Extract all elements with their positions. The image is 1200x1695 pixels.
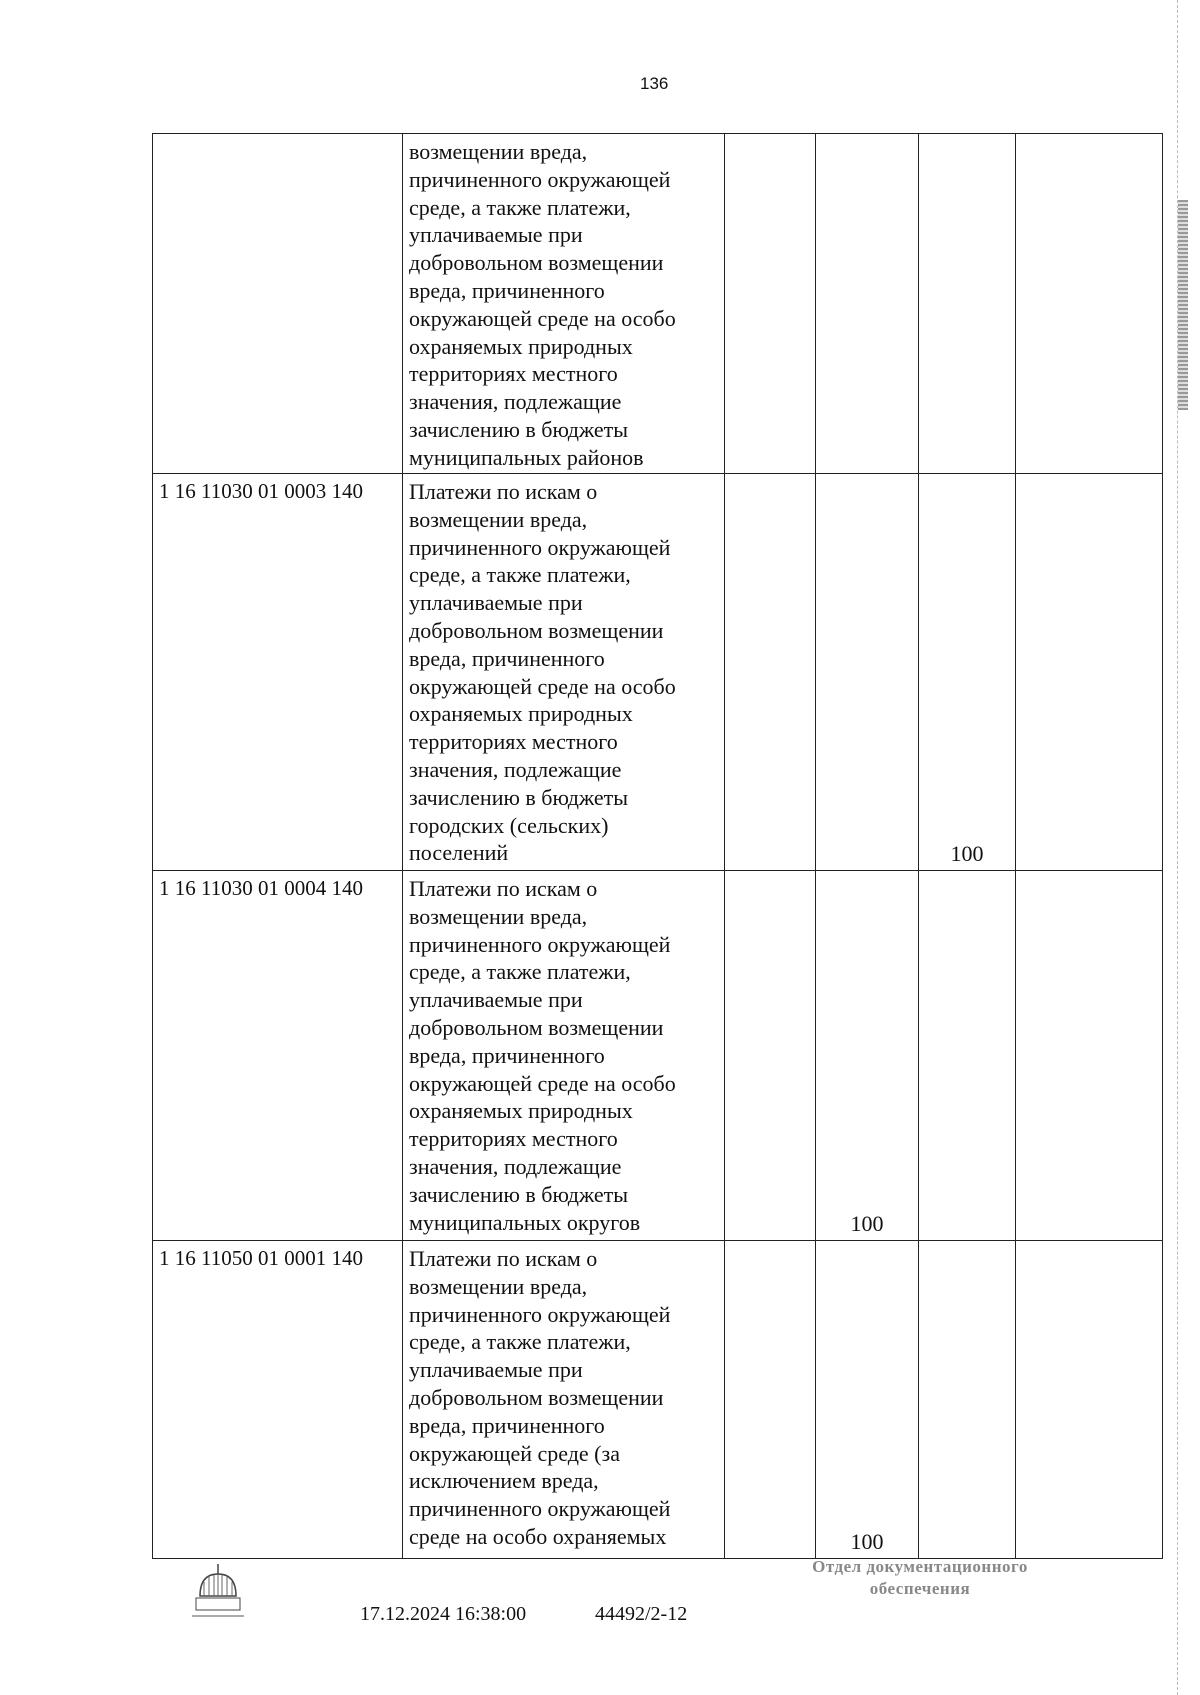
- name-cell: Платежи по искам о возмещении вреда, причиненного окружающей среде, а также платежи, уплачиваемые при добровольном возмещении вреда, причиненного окружающей среде на особо охраняемых природных территориях местного значения, подлежащие зачислению в бюджеты муниципальных округов: [403, 871, 725, 1241]
- value-cell: 100: [816, 871, 919, 1241]
- footer-doc-number: 44492/2-12: [595, 1603, 688, 1625]
- value-cell: 100: [919, 474, 1016, 871]
- table-row: [153, 871, 1163, 1241]
- footer-date: 17.12.2024 16:38:00: [360, 1603, 527, 1625]
- value-cell: [816, 474, 919, 871]
- code-cell: 1 16 11050 01 0001 140: [153, 1241, 403, 1559]
- code-cell: 1 16 11030 01 0003 140: [153, 474, 403, 871]
- value-cell: 100: [816, 1241, 919, 1559]
- budget-table: [152, 133, 1163, 1559]
- table-row: [153, 134, 1163, 474]
- table-row: [153, 474, 1163, 871]
- value-cell: [816, 134, 919, 474]
- value-cell: [1016, 474, 1163, 871]
- value-cell: [1016, 871, 1163, 1241]
- value-cell: [725, 134, 816, 474]
- duma-logo-icon: [190, 1562, 246, 1622]
- code-cell: [153, 134, 403, 474]
- table-row: [153, 1241, 1163, 1559]
- scan-edge-mark: [1178, 200, 1188, 410]
- value-cell: [1016, 1241, 1163, 1559]
- value-cell: [725, 871, 816, 1241]
- department-stamp: Отдел документационного обеспечения: [812, 1557, 1028, 1598]
- value-cell: [725, 1241, 816, 1559]
- value-cell: [725, 474, 816, 871]
- name-cell: Платежи по искам о возмещении вреда, причиненного окружающей среде, а также платежи, уплачиваемые при добровольном возмещении вреда, причиненного окружающей среде на особо охраняемых природных территориях местного значения, подлежащие зачислению в бюджеты городских (сельских) поселений: [403, 474, 725, 871]
- value-cell: [919, 1241, 1016, 1559]
- code-cell: 1 16 11030 01 0004 140: [153, 871, 403, 1241]
- value-cell: [919, 871, 1016, 1241]
- page-number: 136: [640, 74, 669, 93]
- name-cell: возмещении вреда, причиненного окружающей среде, а также платежи, уплачиваемые при добровольном возмещении вреда, причиненного окружающей среде на особо охраняемых природных территориях местного значения, подлежащие зачислению в бюджеты муниципальных районов: [403, 134, 725, 474]
- value-cell: [919, 134, 1016, 474]
- value-cell: [1016, 134, 1163, 474]
- name-cell: Платежи по искам о возмещении вреда, причиненного окружающей среде, а также платежи, уплачиваемые при добровольном возмещении вреда, причиненного окружающей среде (за исключением вреда, причиненного окружающей среде на особо охраняемых: [403, 1241, 725, 1559]
